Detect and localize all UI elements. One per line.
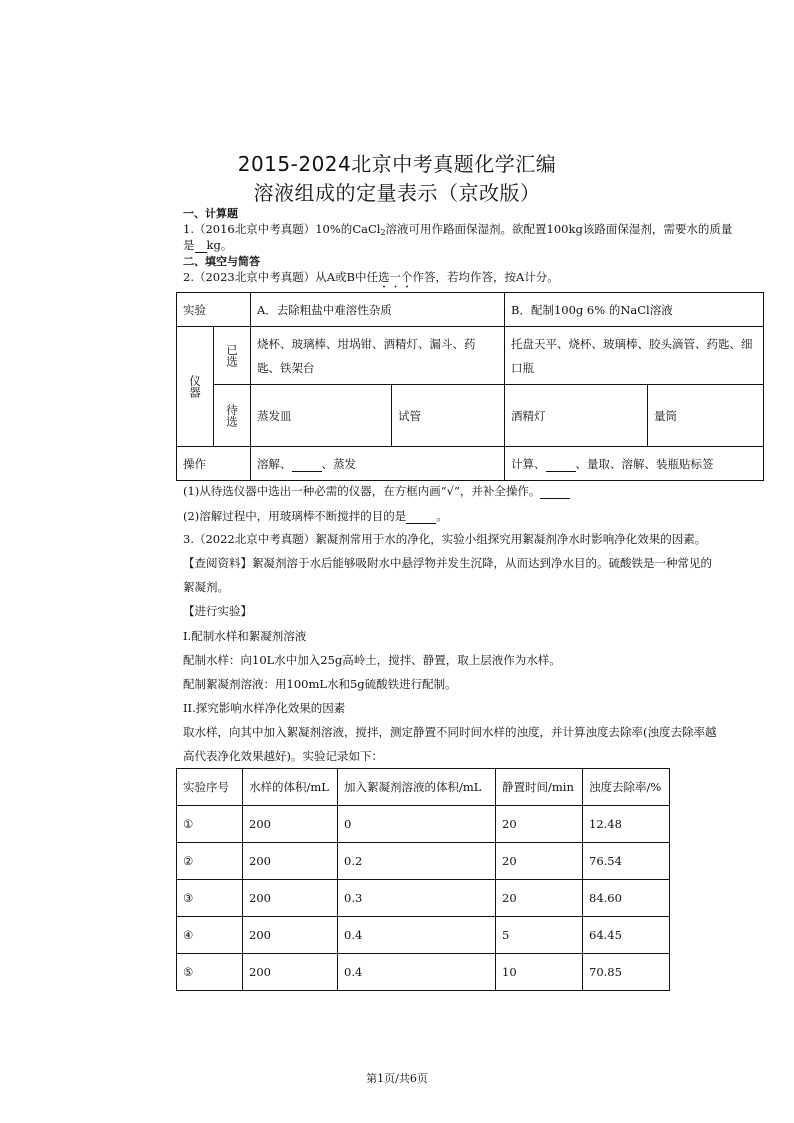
- table-cell: 200: [243, 843, 338, 880]
- table-cell: 76.54: [583, 843, 670, 880]
- question-2-part-2: (2)溶解过程中，用玻璃棒不断搅拌的目的是 。: [183, 509, 448, 523]
- table-cell: 20: [496, 806, 583, 843]
- b-selected-instruments: 托盘天平、烧杯、玻璃棒、胶头滴管、药匙、细口瓶: [505, 327, 764, 385]
- table-row: [177, 954, 670, 991]
- header-cell: 加入絮凝剂溶液的体积/mL: [338, 769, 496, 806]
- question-2-intro: 2.（2023北京中考真题）从A或B中任选一个作答，若均作答，按A计分。: [183, 270, 559, 284]
- part-1-heading: I.配制水样和絮凝剂溶液: [183, 629, 307, 643]
- table-cell: 200: [243, 954, 338, 991]
- table-cell: ⑤: [177, 954, 243, 991]
- b-operation: 计算、 、量取、溶解、装瓶贴标签: [505, 447, 764, 481]
- experiment-record-table: [176, 768, 670, 991]
- table-cell: 20: [496, 843, 583, 880]
- instruments-label: 仪器: [177, 327, 214, 447]
- answer-blank[interactable]: [546, 458, 576, 472]
- page-number: 第1页/共6页: [366, 1072, 428, 1085]
- table-cell: 0: [338, 806, 496, 843]
- table-cell: ①: [177, 806, 243, 843]
- selected-label: 已选: [214, 327, 251, 385]
- part-2-heading: II.探究影响水样净化效果的因素: [183, 701, 346, 715]
- a-selected-instruments: 烧杯、玻璃棒、坩埚钳、酒精灯、漏斗、药匙、铁架台: [251, 327, 505, 385]
- column-b-title: B．配制100g 6% 的NaCl溶液: [505, 293, 764, 327]
- table-cell: 0.4: [338, 954, 496, 991]
- table-cell: 84.60: [583, 880, 670, 917]
- experiment-choice-table: [176, 292, 764, 481]
- table-cell: 70.85: [583, 954, 670, 991]
- table-cell: 200: [243, 917, 338, 954]
- table-header-row: [177, 769, 670, 806]
- pending-label: 待选: [214, 385, 251, 447]
- table-cell: 12.48: [583, 806, 670, 843]
- b-pending-option-2[interactable]: 量筒: [648, 385, 764, 447]
- document-title: 2015-2024北京中考真题化学汇编: [237, 152, 557, 176]
- table-row: [177, 806, 670, 843]
- table-cell: 0.3: [338, 880, 496, 917]
- answer-blank[interactable]: [540, 485, 570, 499]
- part-1-line-1: 配制水样：向10L水中加入25g高岭土，搅拌、静置，取上层液作为水样。: [183, 653, 561, 667]
- table-cell: 0.4: [338, 917, 496, 954]
- operation-label: 操作: [177, 447, 251, 481]
- table-cell: ③: [177, 880, 243, 917]
- header-cell: 浊度去除率/%: [583, 769, 670, 806]
- header-cell: 静置时间/min: [496, 769, 583, 806]
- question-3-intro: 3.（2022北京中考真题）絮凝剂常用于水的净化，实验小组探究用絮凝剂净水时影响净化效果的因素。: [183, 532, 707, 546]
- b-pending-option-1[interactable]: 酒精灯: [505, 385, 648, 447]
- lookup-info-line-1: 【查阅资料】絮凝剂溶于水后能够吸附水中悬浮物并发生沉降，从而达到净水目的。硫酸铁是一种常见的: [183, 556, 712, 570]
- table-cell: 64.45: [583, 917, 670, 954]
- table-header-experiment: 实验: [177, 293, 251, 327]
- table-cell: 10: [496, 954, 583, 991]
- column-a-title: A．去除粗盐中难溶性杂质: [251, 293, 505, 327]
- table-cell: ②: [177, 843, 243, 880]
- part-1-line-2: 配制絮凝剂溶液：用100mL水和5g硫酸铁进行配制。: [183, 677, 457, 691]
- a-operation: 溶解、 、蒸发: [251, 447, 505, 481]
- header-cell: 实验序号: [177, 769, 243, 806]
- table-cell: ④: [177, 917, 243, 954]
- answer-blank[interactable]: [406, 510, 436, 524]
- document-subtitle: 溶液组成的定量表示（京改版）: [253, 181, 541, 205]
- question-2-part-1: (1)从待选仪器中选出一种必需的仪器，在方框内画“√”，并补全操作。: [183, 483, 570, 499]
- section-heading-fill-in: 二、填空与简答: [183, 255, 260, 268]
- question-1-line-2: 是 kg。: [183, 238, 233, 252]
- lookup-info-line-2: 絮凝剂。: [183, 580, 229, 594]
- answer-blank[interactable]: [292, 458, 322, 472]
- table-cell: 0.2: [338, 843, 496, 880]
- part-2-line-1: 取水样，向其中加入絮凝剂溶液，搅拌，测定静置不同时间水样的浊度，并计算浊度去除率(浊度去除率越: [183, 725, 717, 739]
- a-pending-option-1[interactable]: 蒸发皿: [251, 385, 392, 447]
- table-cell: 20: [496, 880, 583, 917]
- table-row: [177, 917, 670, 954]
- experiment-heading: 【进行实验】: [183, 604, 252, 618]
- table-cell: 200: [243, 880, 338, 917]
- table-cell: 200: [243, 806, 338, 843]
- answer-blank[interactable]: [195, 239, 207, 253]
- table-cell: 5: [496, 917, 583, 954]
- table-row: [177, 843, 670, 880]
- part-2-line-2: 高代表净化效果越好)。实验记录如下：: [183, 749, 383, 763]
- table-row: [177, 880, 670, 917]
- header-cell: 水样的体积/mL: [243, 769, 338, 806]
- question-1-line-1: 1.（2016北京中考真题）10%的CaCl$_2$溶液可用作路面保湿剂。欲配置100kg该路面保湿剂，需要水的质量: [183, 222, 733, 237]
- a-pending-option-2[interactable]: 试管: [392, 385, 505, 447]
- section-heading-calculation: 一、计算题: [183, 207, 238, 220]
